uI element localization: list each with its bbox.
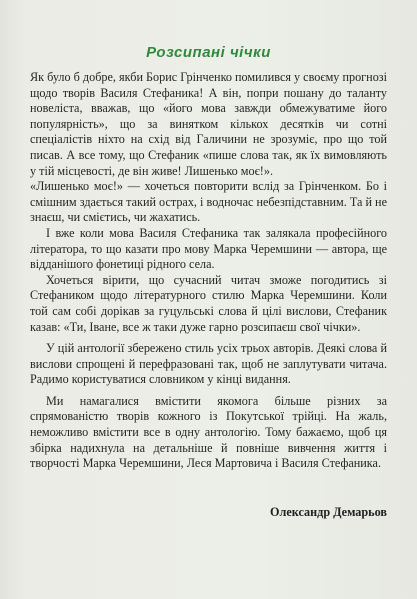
paragraph-1: Як було б добре, якби Борис Грінченко помилився у своєму прогнозі щодо творів Василя Стефаника! А він, попри пошану до таланту новеліста, вважав, що «його мова завжди обмежуватиме його популярність», що за винятком кількох десятків чи сотні спеціалістів ніхто на схід від Галичини не зрозуміє, про що той писав. А все тому, що Стефаник «пише слова так, як їх вимовляють у тій місцевості, де він живе! Лишенько моє!». [30, 70, 387, 178]
page-title: Розсипані чічки [146, 44, 271, 61]
body-text [30, 70, 387, 472]
paragraph-5: У цій антології збережено стиль усіх трьох авторів. Деякі слова й вислови спрощені й перефразовані так, щоб не заплутувати читача. Радимо користуватися словником у кінці видання. [30, 341, 387, 387]
paragraph-4: Хочеться вірити, що сучасний читач зможе погодитись зі Стефаником щодо літературного стилю Марка Черемшини. Коли той сам собі дорікав за гуцульські слова й цілі вислови, Стефаник казав: «Ти, Іване, все ж таки дуже гарно розсипаєш свої чічки». [30, 272, 387, 334]
paragraph-2: «Лишенько моє!» — хочеться повторити вслід за Грінченком. Бо і смішним здається такий острах, і водночас небезпідставним. Та й не знаєш, чи смієтись, чи жахатись. [30, 179, 387, 225]
author-signature: Олександр Демарьов [270, 505, 387, 519]
paragraph-3: І вже коли мова Василя Стефаника так залякала професійного літератора, то що казати про мову Марка Черемшини — автора, ще відданішого фонетиці рідного села. [30, 225, 387, 272]
paragraph-6: Ми намагалися вмістити якомога більше різних за спрямованістю творів кожного із Покутської трійці. На жаль, неможливо вмістити все в одну антологію. Тому бажаємо, щоб ця збірка надихнула на детальніше й повніше вивчення життя і творчості Марка Черемшини, Леся Мартовича і Василя Стефаника. [30, 393, 387, 471]
